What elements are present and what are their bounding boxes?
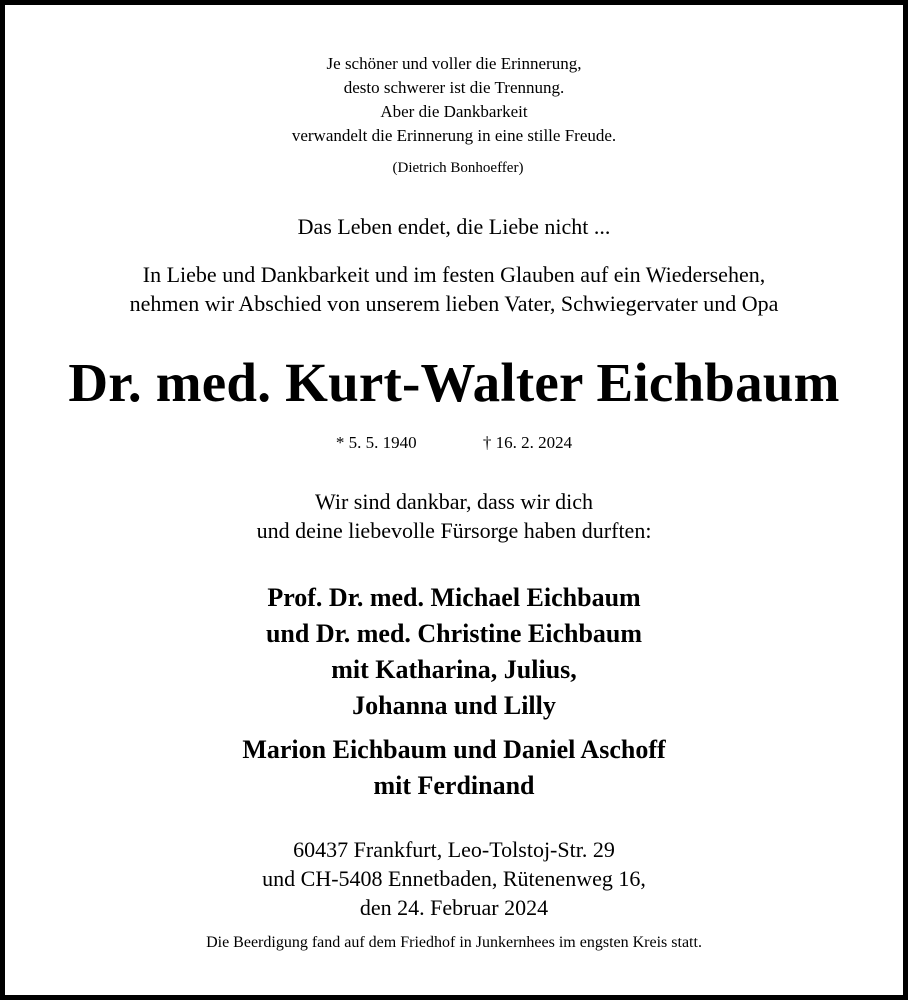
life-dates <box>5 431 903 455</box>
death-date: † 16. 2. 2024 <box>482 433 573 452</box>
quote-line: desto schwerer ist die Trennung. <box>343 78 565 97</box>
quote-line: Je schöner und voller die Erinnerung, <box>326 54 582 73</box>
intro-line: nehmen wir Abschied von unserem lieben Vater, Schwiegervater und Opa <box>129 291 779 316</box>
birth-date: * 5. 5. 1940 <box>335 433 417 452</box>
family-group-marion <box>5 732 903 804</box>
family-line: und Dr. med. Christine Eichbaum <box>265 619 643 648</box>
address-line: und CH-5408 Ennetbaden, Rütenenweg 16, <box>262 866 646 891</box>
gratitude-text <box>5 487 903 545</box>
quote-author: (Dietrich Bonhoeffer) <box>392 160 524 176</box>
address-line: 60437 Frankfurt, Leo-Tolstoj-Str. 29 <box>293 837 615 862</box>
gratitude-line: und deine liebevolle Fürsorge haben durften: <box>256 518 652 543</box>
bonhoeffer-quote <box>5 52 903 180</box>
intro-line: In Liebe und Dankbarkeit und im festen Glauben auf ein Wiedersehen, <box>142 262 766 287</box>
family-line: Marion Eichbaum und Daniel Aschoff <box>242 735 666 764</box>
family-line: Johanna und Lilly <box>352 691 556 720</box>
family-line: Prof. Dr. med. Michael Eichbaum <box>267 583 641 612</box>
family-line: mit Katharina, Julius, <box>331 655 577 684</box>
address-date: den 24. Februar 2024 <box>359 895 549 920</box>
quote-line: Aber die Dankbarkeit <box>380 102 528 121</box>
family-group-michael <box>5 580 903 724</box>
funeral-note: Die Beerdigung fand auf dem Friedhof in Junkernhees im engsten Kreis statt. <box>206 934 702 951</box>
family-line: mit Ferdinand <box>373 771 535 800</box>
farewell-intro <box>5 260 903 318</box>
motto: Das Leben endet, die Liebe nicht ... <box>297 214 611 239</box>
gratitude-line: Wir sind dankbar, dass wir dich <box>314 489 594 514</box>
quote-line: verwandelt die Erinnerung in eine stille Freude. <box>291 126 617 145</box>
address-block <box>5 835 903 922</box>
deceased-name: Dr. med. Kurt-Walter Eichbaum <box>68 352 840 413</box>
